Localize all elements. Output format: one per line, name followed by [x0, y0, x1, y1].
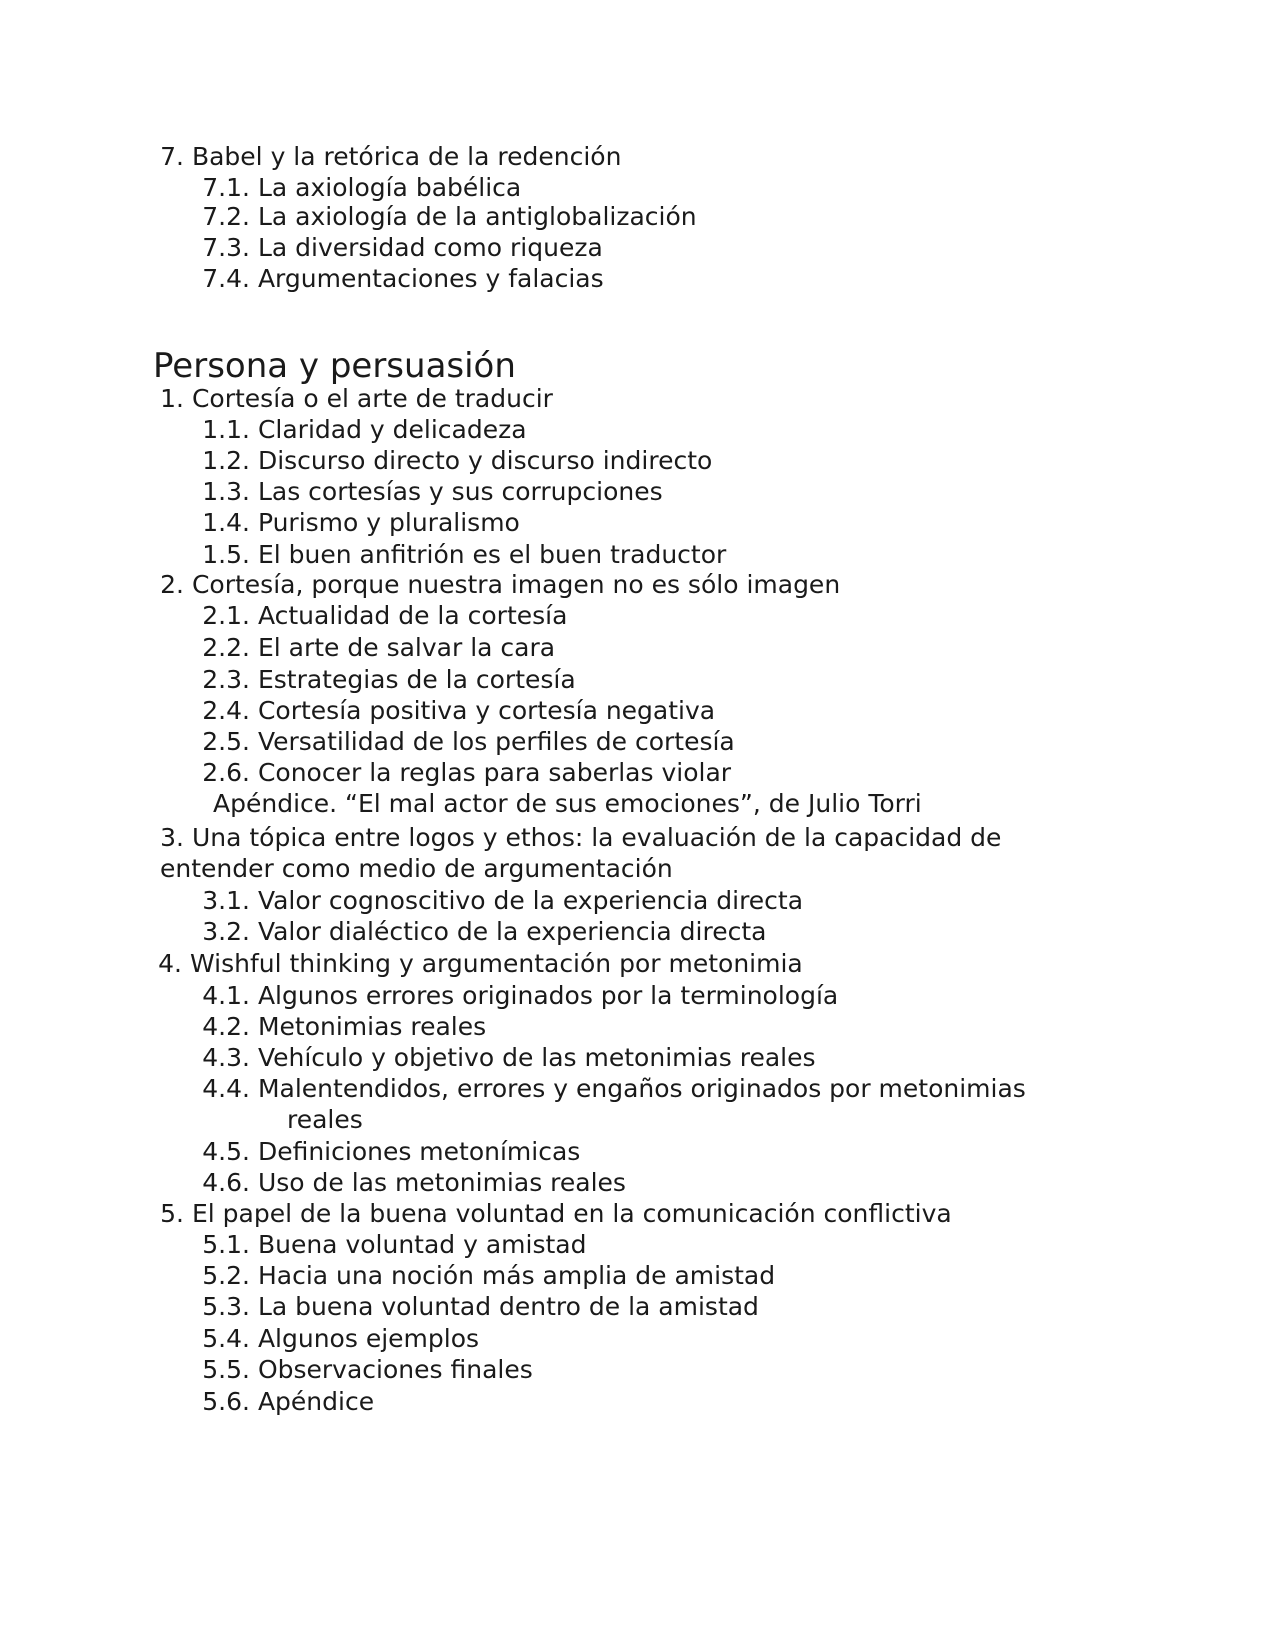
toc-title: La axiología de la antiglobalización	[257, 202, 697, 231]
toc-title: Discurso directo y discurso indirecto	[257, 446, 713, 475]
toc-number: 5.4.	[202, 1324, 250, 1353]
toc-number: 7.4.	[202, 264, 250, 293]
toc-appendix: Apéndice. “El mal actor de sus emociones”, de Julio Torri	[213, 789, 922, 818]
toc-title: Versatilidad de los perfiles de cortesía	[257, 727, 735, 756]
toc-title: La diversidad como riqueza	[257, 233, 603, 262]
toc-number: 2.5.	[202, 727, 250, 756]
toc-title: Malentendidos, errores y engaños originados por metonimias	[257, 1074, 1026, 1103]
toc-number: 1.4.	[202, 508, 250, 537]
toc-title: Vehículo y objetivo de las metonimias reales	[257, 1043, 816, 1072]
toc-number: 4.	[158, 949, 182, 978]
toc-title: Cortesía, porque nuestra imagen no es sólo imagen	[191, 570, 841, 599]
toc-title: Actualidad de la cortesía	[257, 601, 568, 630]
toc-title: Argumentaciones y falacias	[257, 264, 604, 293]
toc-number: 5.5.	[202, 1355, 250, 1384]
toc-number: 4.3.	[202, 1043, 250, 1072]
toc-title: Algunos errores originados por la terminología	[257, 981, 839, 1010]
toc-number: 2.3.	[202, 665, 250, 694]
toc-title: Las cortesías y sus corrupciones	[257, 477, 663, 506]
toc-number: 4.5.	[202, 1137, 250, 1166]
toc-subitem	[200, 1260, 775, 1292]
toc-title: Buena voluntad y amistad	[257, 1230, 587, 1259]
toc-number: 5.6.	[202, 1387, 250, 1416]
toc-number: 2.1.	[202, 601, 250, 630]
toc-subitem	[200, 885, 803, 917]
toc-chapter	[160, 141, 621, 173]
toc-subitem	[200, 507, 520, 539]
toc-number: 1.3.	[202, 477, 250, 506]
toc-title: La buena voluntad dentro de la amistad	[257, 1292, 759, 1321]
toc-title: Cortesía o el arte de traducir	[191, 384, 553, 413]
toc-title: Observaciones finales	[257, 1355, 533, 1384]
toc-subitem	[200, 726, 735, 758]
toc-number: 4.1.	[202, 981, 250, 1010]
toc-title: La axiología babélica	[257, 173, 522, 202]
toc-number: 7.3.	[202, 233, 250, 262]
toc-number: 1.1.	[202, 415, 250, 444]
toc-subitem	[200, 476, 663, 508]
toc-chapter	[160, 822, 1001, 854]
toc-subitem	[200, 445, 712, 477]
toc-title: Estrategias de la cortesía	[257, 665, 576, 694]
toc-subitem	[200, 980, 838, 1012]
toc-title: Definiciones metonímicas	[257, 1137, 581, 1166]
toc-title: Valor cognoscitivo de la experiencia directa	[257, 886, 804, 915]
toc-number: 3.1.	[202, 886, 250, 915]
toc-number: 3.2.	[202, 917, 250, 946]
toc-number: 7.2.	[202, 202, 250, 231]
toc-number: 1.2.	[202, 446, 250, 475]
toc-number: 5.3.	[202, 1292, 250, 1321]
toc-title: Uso de las metonimias reales	[257, 1168, 626, 1197]
toc-subitem	[200, 232, 603, 264]
toc-title: Wishful thinking y argumentación por metonimia	[189, 949, 803, 978]
toc-subitem	[200, 1386, 374, 1418]
toc-subitem	[200, 1011, 486, 1043]
toc-title: Una tópica entre logos y ethos: la evaluación de la capacidad de	[191, 823, 1002, 852]
toc-subitem	[200, 1167, 626, 1199]
toc-number: 2.4.	[202, 696, 250, 725]
toc-subitem	[200, 201, 697, 233]
toc-number: 3.	[160, 823, 184, 852]
toc-subitem	[200, 539, 726, 571]
toc-title: El papel de la buena voluntad en la comunicación conflictiva	[191, 1199, 952, 1228]
toc-number: 7.1.	[202, 173, 250, 202]
toc-subitem	[200, 632, 555, 664]
section-heading: Persona y persuasión	[153, 346, 516, 386]
toc-number: 4.2.	[202, 1012, 250, 1041]
toc-chapter	[160, 1198, 952, 1230]
toc-title: Babel y la retórica de la redención	[191, 142, 622, 171]
toc-title: El arte de salvar la cara	[257, 633, 556, 662]
toc-number: 1.5.	[202, 540, 250, 569]
toc-subitem	[200, 1323, 479, 1355]
toc-number: 5.1.	[202, 1230, 250, 1259]
toc-subitem	[200, 1229, 586, 1261]
toc-chapter	[160, 383, 553, 415]
toc-number: 7.	[160, 142, 184, 171]
toc-title: Cortesía positiva y cortesía negativa	[257, 696, 716, 725]
toc-title: El buen anfitrión es el buen traductor	[257, 540, 727, 569]
toc-title: Purismo y pluralismo	[257, 508, 520, 537]
toc-subitem	[200, 1073, 1026, 1105]
toc-subitem	[200, 263, 604, 295]
toc-subitem	[200, 1136, 580, 1168]
toc-subitem	[200, 664, 576, 696]
toc-number: 4.6.	[202, 1168, 250, 1197]
toc-title: Metonimias reales	[257, 1012, 487, 1041]
toc-subitem	[200, 916, 766, 948]
toc-subitem	[200, 600, 567, 632]
toc-number: 2.2.	[202, 633, 250, 662]
toc-title: Apéndice	[257, 1387, 375, 1416]
toc-title: Valor dialéctico de la experiencia directa	[257, 917, 767, 946]
toc-number: 2.	[160, 570, 184, 599]
toc-chapter	[160, 569, 840, 601]
toc-number: 2.6.	[202, 758, 250, 787]
toc-title: Claridad y delicadeza	[257, 415, 527, 444]
toc-subitem	[200, 1291, 759, 1323]
toc-number: 4.4.	[202, 1074, 250, 1103]
toc-subitem	[200, 414, 527, 446]
toc-chapter	[158, 948, 803, 980]
toc-title: Hacia una noción más amplia de amistad	[257, 1261, 776, 1290]
toc-subitem	[200, 1354, 533, 1386]
toc-number: 1.	[160, 384, 184, 413]
toc-subitem-continuation: reales	[287, 1105, 363, 1134]
toc-subitem	[200, 695, 715, 727]
toc-subitem	[200, 1042, 816, 1074]
toc-number: 5.2.	[202, 1261, 250, 1290]
toc-title: Conocer la reglas para saberlas violar	[257, 758, 732, 787]
toc-subitem	[200, 172, 521, 204]
toc-number: 5.	[160, 1199, 184, 1228]
toc-chapter-continuation: entender como medio de argumentación	[160, 854, 673, 883]
toc-title: Algunos ejemplos	[257, 1324, 480, 1353]
toc-subitem	[200, 757, 731, 789]
